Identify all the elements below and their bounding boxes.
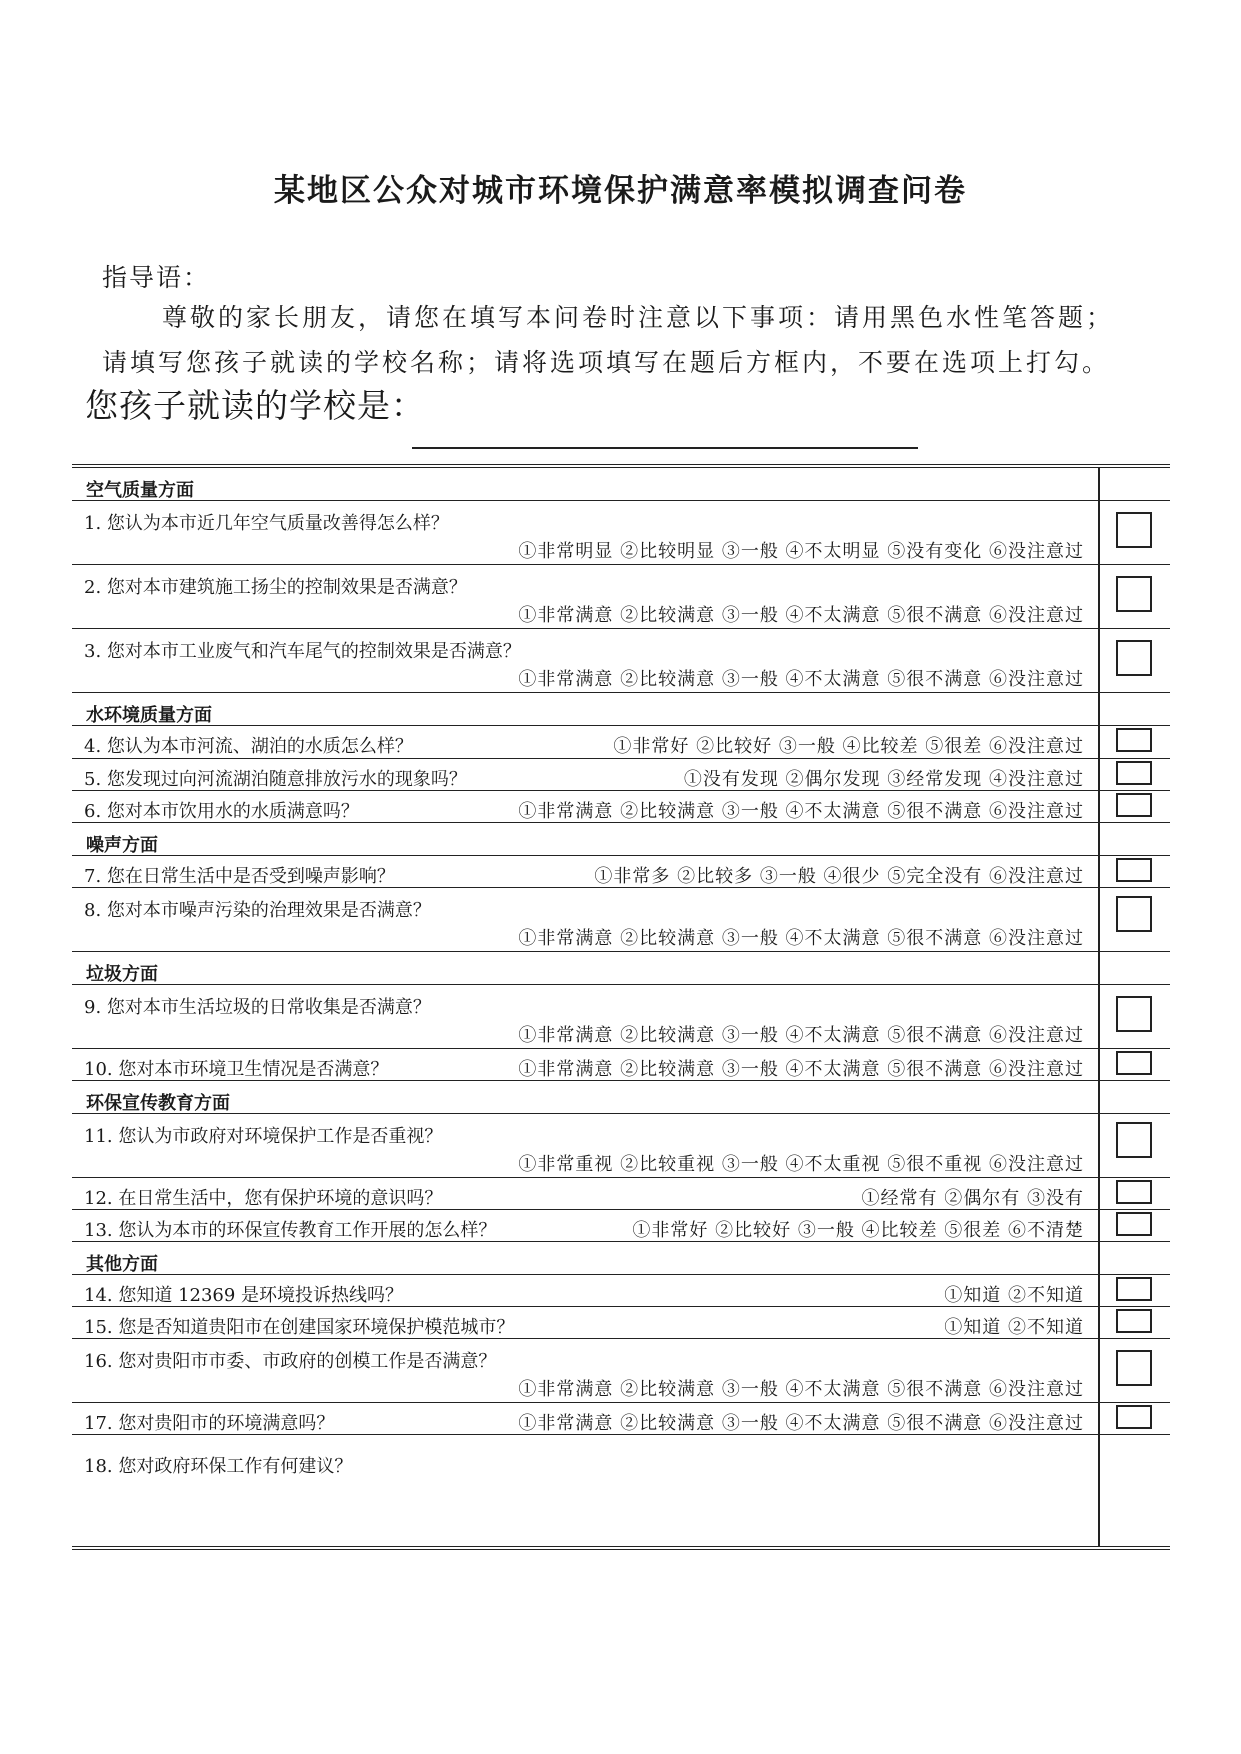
question-row [72, 726, 1170, 759]
answer-box[interactable] [1116, 728, 1152, 752]
section-water [72, 693, 1170, 726]
survey-title: 某地区公众对城市环境保护满意率模拟调查问卷 [274, 173, 967, 209]
answer-box[interactable] [1116, 858, 1152, 882]
question-text: 14. 您知道 12369 是环境投诉热线吗？ [84, 1285, 404, 1306]
question-row [72, 985, 1170, 1049]
answer-box[interactable] [1116, 1309, 1152, 1333]
question-text: 12. 在日常生活中，您有保护环境的意识吗？ [84, 1188, 443, 1209]
section-title: 垃圾方面 [86, 964, 158, 985]
section-air [72, 468, 1170, 501]
question-options: ①没有发现 ②偶尔发现 ③经常发现 ④没注意过 [683, 769, 1084, 790]
answer-box[interactable] [1116, 1051, 1152, 1075]
question-options: ①非常重视 ②比较重视 ③一般 ④不太重视 ⑤很不重视 ⑥没注意过 [518, 1154, 1084, 1175]
answer-box[interactable] [1116, 1122, 1152, 1158]
answer-box[interactable] [1116, 1212, 1152, 1236]
section-title: 其他方面 [86, 1254, 158, 1275]
question-options: ①非常满意 ②比较满意 ③一般 ④不太满意 ⑤很不满意 ⑥没注意过 [518, 801, 1084, 822]
question-text: 7. 您在日常生活中是否受到噪声影响？ [84, 866, 395, 887]
question-text: 3. 您对本市工业废气和汽车尾气的控制效果是否满意？ [84, 641, 521, 662]
school-label: 您孩子就读的学校是： [85, 386, 425, 425]
answer-box[interactable] [1116, 640, 1152, 676]
question-row [72, 759, 1170, 791]
question-text: 18. 您对政府环保工作有何建议？ [84, 1456, 353, 1477]
question-row [72, 1307, 1170, 1339]
question-text: 4. 您认为本市河流、湖泊的水质怎么样？ [84, 736, 413, 757]
question-options: ①非常满意 ②比较满意 ③一般 ④不太满意 ⑤很不满意 ⑥没注意过 [518, 605, 1084, 626]
question-row [72, 888, 1170, 952]
question-text: 11. 您认为市政府对环境保护工作是否重视？ [84, 1126, 443, 1147]
question-row [72, 629, 1170, 693]
answer-box[interactable] [1116, 761, 1152, 785]
question-options: ①经常有 ②偶尔有 ③没有 [861, 1188, 1084, 1209]
section-education [72, 1081, 1170, 1114]
intro-label: 指导语： [102, 263, 211, 292]
answer-box[interactable] [1116, 896, 1152, 932]
section-title: 空气质量方面 [86, 480, 194, 501]
question-options: ①非常满意 ②比较满意 ③一般 ④不太满意 ⑤很不满意 ⑥没注意过 [518, 1379, 1084, 1400]
question-options: ①非常满意 ②比较满意 ③一般 ④不太满意 ⑤很不满意 ⑥没注意过 [518, 1025, 1084, 1046]
answer-box[interactable] [1116, 576, 1152, 612]
question-row [72, 1049, 1170, 1081]
question-text: 5. 您发现过向河流湖泊随意排放污水的现象吗？ [84, 769, 467, 790]
answer-box[interactable] [1116, 1405, 1152, 1429]
section-other [72, 1242, 1170, 1275]
answer-box[interactable] [1116, 793, 1152, 817]
question-text: 15. 您是否知道贵阳市在创建国家环境保护模范城市？ [84, 1317, 515, 1338]
question-row [72, 1403, 1170, 1435]
answer-box[interactable] [1116, 1277, 1152, 1301]
question-options: ①非常满意 ②比较满意 ③一般 ④不太满意 ⑤很不满意 ⑥没注意过 [518, 1413, 1084, 1434]
question-row [72, 791, 1170, 823]
question-text: 16. 您对贵阳市市委、市政府的创模工作是否满意？ [84, 1351, 497, 1372]
question-text: 8. 您对本市噪声污染的治理效果是否满意？ [84, 900, 431, 921]
table-bottom-rule [72, 1546, 1170, 1550]
suggestion-row[interactable] [72, 1435, 1170, 1546]
answer-box[interactable] [1116, 1350, 1152, 1386]
intro-line-2: 请填写您孩子就读的学校名称；请将选项填写在题后方框内，不要在选项上打勾。 [102, 348, 1111, 377]
question-options: ①知道 ②不知道 [944, 1285, 1084, 1306]
question-options: ①非常好 ②比较好 ③一般 ④比较差 ⑤很差 ⑥不清楚 [632, 1220, 1084, 1241]
section-garbage [72, 952, 1170, 985]
question-row [72, 565, 1170, 629]
question-options: ①知道 ②不知道 [944, 1317, 1084, 1338]
question-text: 1. 您认为本市近几年空气质量改善得怎么样？ [84, 513, 449, 534]
answer-box[interactable] [1116, 1180, 1152, 1204]
answer-box[interactable] [1116, 996, 1152, 1032]
question-row [72, 1339, 1170, 1403]
question-row [72, 1178, 1170, 1210]
question-text: 10. 您对本市环境卫生情况是否满意？ [84, 1059, 389, 1080]
survey-table [72, 464, 1170, 1550]
section-title: 噪声方面 [86, 835, 158, 856]
question-options: ①非常满意 ②比较满意 ③一般 ④不太满意 ⑤很不满意 ⑥没注意过 [518, 1059, 1084, 1080]
question-options: ①非常好 ②比较好 ③一般 ④比较差 ⑤很差 ⑥没注意过 [613, 736, 1084, 757]
question-row [72, 501, 1170, 565]
question-row [72, 1275, 1170, 1307]
question-text: 17. 您对贵阳市的环境满意吗？ [84, 1413, 335, 1434]
question-text: 6. 您对本市饮用水的水质满意吗？ [84, 801, 359, 822]
question-options: ①非常满意 ②比较满意 ③一般 ④不太满意 ⑤很不满意 ⑥没注意过 [518, 928, 1084, 949]
answer-box[interactable] [1116, 512, 1152, 548]
question-text: 9. 您对本市生活垃圾的日常收集是否满意？ [84, 997, 431, 1018]
question-options: ①非常多 ②比较多 ③一般 ④很少 ⑤完全没有 ⑥没注意过 [594, 866, 1084, 887]
question-row [72, 1210, 1170, 1242]
question-text: 13. 您认为本市的环保宣传教育工作开展的怎么样？ [84, 1220, 497, 1241]
intro-line-1: 尊敬的家长朋友，请您在填写本问卷时注意以下事项：请用黑色水性笔答题； [162, 303, 1115, 332]
section-noise [72, 823, 1170, 856]
section-title: 环保宣传教育方面 [86, 1093, 230, 1114]
school-answer-line[interactable] [412, 447, 918, 449]
question-row [72, 1114, 1170, 1178]
question-options: ①非常满意 ②比较满意 ③一般 ④不太满意 ⑤很不满意 ⑥没注意过 [518, 669, 1084, 690]
question-options: ①非常明显 ②比较明显 ③一般 ④不太明显 ⑤没有变化 ⑥没注意过 [518, 541, 1084, 562]
question-row [72, 856, 1170, 888]
section-title: 水环境质量方面 [86, 705, 212, 726]
question-text: 2. 您对本市建筑施工扬尘的控制效果是否满意？ [84, 577, 467, 598]
